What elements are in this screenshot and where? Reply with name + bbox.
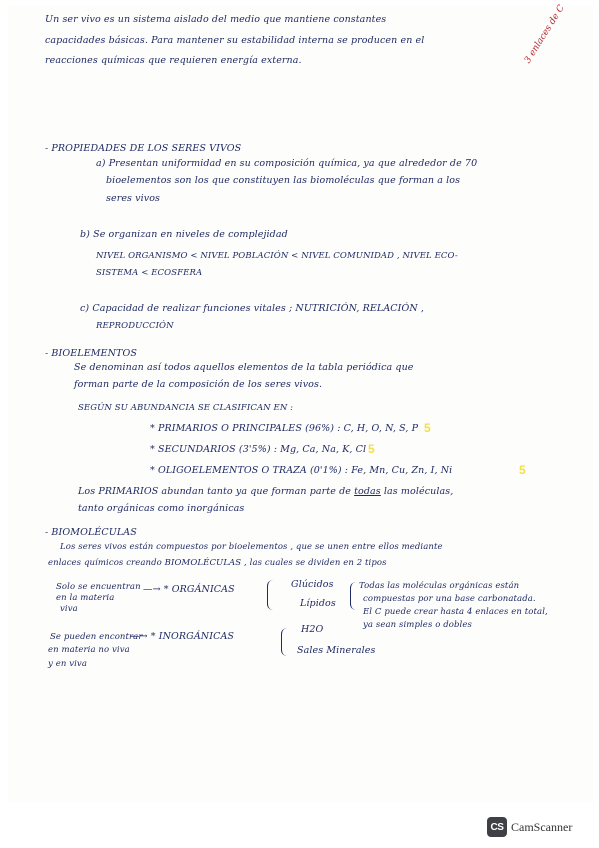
organicas-item-glucidos: Glúcidos — [291, 579, 334, 590]
propiedades-b-line-1: b) Se organizan en niveles de complejidad — [80, 229, 288, 240]
biomoleculas-heading: - BIOMOLÉCULAS — [45, 527, 137, 538]
organicas-brace — [267, 580, 276, 610]
bioelementos-segun: SEGÚN SU ABUNDANCIA SE CLASIFICAN EN : — [78, 403, 294, 413]
propiedades-a-line-2: bioelementos son los que constituyen las biomoléculas que forman a los — [106, 175, 461, 186]
inorganicas-note-1: Se pueden encontrar — [50, 632, 143, 642]
bioelementos-def-2: forman parte de la composición de los seres vivos. — [74, 379, 323, 390]
inorganicas-item-sales: Sales Minerales — [297, 645, 376, 656]
bioelementos-heading: - BIOELEMENTOS — [45, 348, 137, 359]
inorganicas-item-h2o: H2O — [301, 624, 324, 635]
camscanner-logo-icon: CS — [487, 817, 507, 837]
organicas-note-3: viva — [60, 604, 78, 614]
inorganicas-note-2: en materia no viva — [48, 645, 130, 655]
propiedades-b-line-3: SISTEMA < ECOSFERA — [96, 268, 203, 278]
organicas-desc-1: Todas las moléculas orgánicas están — [359, 581, 520, 591]
propiedades-a-line-1: a) Presentan uniformidad en su composición química, ya que alrededor de 70 — [96, 158, 478, 169]
organicas-note-2: en la materia — [56, 593, 115, 603]
inorganicas-label: —→ * INORGÁNICAS — [130, 631, 235, 642]
bioelementos-primarios: * PRIMARIOS O PRINCIPALES (96%) : C, H, O, N, S, P — [150, 423, 419, 434]
inorganicas-brace — [281, 628, 290, 656]
intro-line-3: reacciones químicas que requieren energía externa. — [45, 55, 302, 66]
camscanner-name: CamScanner — [511, 819, 573, 834]
bioelementos-def-1: Se denominan así todos aquellos elementos de la tabla periódica que — [74, 362, 414, 373]
highlight-mark-1: 5 — [424, 421, 431, 435]
highlight-mark-3: 5 — [519, 463, 526, 477]
final-text-a: Los PRIMARIOS abundan tanto ya que forman parte de — [78, 486, 351, 497]
propiedades-c-line-2: REPRODUCCIÓN — [96, 321, 174, 331]
intro-line-2: capacidades básicas. Para mantener su estabilidad interna se producen en el — [45, 35, 425, 46]
inorganicas-note-3: y en viva — [48, 659, 88, 669]
organicas-desc-3: El C puede crear hasta 4 enlaces en total, — [363, 607, 548, 617]
final-text-emphasis: todas — [354, 486, 381, 497]
propiedades-a-line-3: seres vivos — [106, 193, 161, 204]
bioelementos-secundarios: * SECUNDARIOS (3'5%) : Mg, Ca, Na, K, Cl — [150, 444, 367, 455]
camscanner-watermark — [487, 817, 572, 837]
bioelementos-final-2: tanto orgánicas como inorgánicas — [78, 503, 245, 514]
final-text-b: las moléculas, — [383, 486, 454, 497]
organicas-label: —→ * ORGÁNICAS — [143, 584, 235, 595]
propiedades-heading: - PROPIEDADES DE LOS SERES VIVOS — [45, 143, 242, 154]
organicas-desc-4: ya sean simples o dobles — [363, 620, 472, 630]
organicas-item-lipidos: Lípidos — [300, 598, 336, 609]
propiedades-c-line-1: c) Capacidad de realizar funciones vitales ; NUTRICIÓN, RELACIÓN , — [80, 303, 425, 314]
organicas-desc-brace — [350, 582, 356, 610]
corner-note: 3 enlaces de C — [523, 3, 567, 66]
bioelementos-oligoelementos: * OLIGOELEMENTOS O TRAZA (0'1%) : Fe, Mn, Cu, Zn, I, Ni — [150, 465, 453, 476]
propiedades-b-line-2: NIVEL ORGANISMO < NIVEL POBLACIÓN < NIVEL COMUNIDAD , NIVEL ECO- — [96, 251, 458, 261]
biomoleculas-def-2: enlaces químicos creando BIOMOLÉCULAS , las cuales se dividen en 2 tipos — [48, 558, 387, 568]
intro-line-1: Un ser vivo es un sistema aislado del medio que mantiene constantes — [45, 14, 387, 25]
biomoleculas-def-1: Los seres vivos están compuestos por bioelementos , que se unen entre ellos mediante — [60, 542, 443, 552]
bioelementos-final-1 — [78, 486, 453, 497]
organicas-note-1: Solo se encuentran — [56, 582, 141, 592]
highlight-mark-2: 5 — [368, 442, 375, 456]
organicas-desc-2: compuestas por una base carbonatada. — [363, 594, 536, 604]
